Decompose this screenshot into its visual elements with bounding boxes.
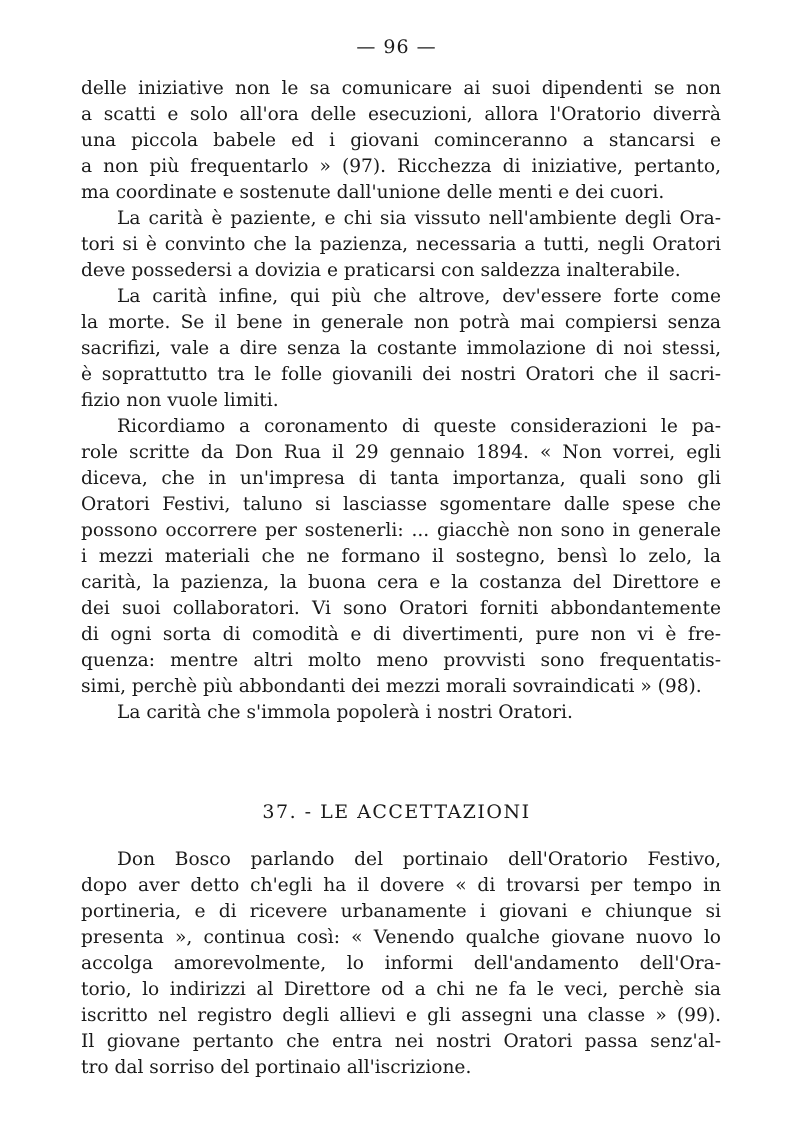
text-line: simi, perchè più abbondanti dei mezzi morali sovraindicati » (98). bbox=[81, 676, 702, 697]
text-line: deve possedersi a dovizia e praticarsi con saldezza inalterabile. bbox=[81, 260, 681, 281]
page-number: — 96 — bbox=[356, 36, 437, 58]
paragraph bbox=[81, 414, 721, 700]
text-line: Don Bosco parlando del portinaio dell'Oratorio Festivo, bbox=[117, 849, 721, 870]
text-line: dopo aver detto ch'egli ha il dovere « di trovarsi per tempo in bbox=[81, 875, 721, 896]
text-line: carità, la pazienza, la buona cera e la costanza del Direttore e bbox=[81, 572, 721, 593]
text-line: La carità è paziente, e chi sia vissuto nell'ambiente degli Ora- bbox=[117, 208, 721, 229]
text-line: tro dal sorriso del portinaio all'iscrizione. bbox=[81, 1057, 472, 1078]
text-line: dei suoi collaboratori. Vi sono Oratori forniti abbondantemente bbox=[81, 598, 721, 619]
text-line: una piccola babele ed i giovani cominceranno a stancarsi e bbox=[81, 130, 721, 151]
text-line: Ricordiamo a coronamento di queste considerazioni le pa- bbox=[117, 416, 721, 437]
body-text-bottom bbox=[81, 847, 721, 1081]
text-line: portineria, e di ricevere urbanamente i giovani e chiunque si bbox=[81, 901, 721, 922]
text-line: iscritto nel registro degli allievi e gli assegni una classe » (99). bbox=[81, 1005, 721, 1026]
section-heading: 37. - LE ACCETTAZIONI bbox=[262, 801, 531, 823]
text-line: a non più frequentarlo » (97). Ricchezza di iniziative, pertanto, bbox=[81, 156, 721, 177]
text-line: è soprattutto tra le folle giovanili dei nostri Oratori che il sacri- bbox=[81, 364, 721, 385]
text-line: tori si è convinto che la pazienza, necessaria a tutti, negli Oratori bbox=[81, 234, 721, 255]
text-line: role scritte da Don Rua il 29 gennaio 1894. « Non vorrei, egli bbox=[81, 442, 721, 463]
text-line: Il giovane pertanto che entra nei nostri Oratori passa senz'al- bbox=[81, 1031, 721, 1052]
text-line: di ogni sorta di comodità e di divertimenti, pure non vi è fre- bbox=[81, 624, 721, 645]
text-line: possono occorrere per sostenerli: ... giacchè non sono in generale bbox=[81, 520, 721, 541]
paragraph bbox=[81, 76, 721, 206]
text-line: a scatti e solo all'ora delle esecuzioni, allora l'Oratorio diverrà bbox=[81, 104, 721, 125]
text-line: quenza: mentre altri molto meno provvisti sono frequentatis- bbox=[81, 650, 721, 671]
paragraph bbox=[81, 847, 721, 1081]
text-line: i mezzi materiali che ne formano il sostegno, bensì lo zelo, la bbox=[81, 546, 721, 567]
text-line: fizio non vuole limiti. bbox=[81, 390, 279, 411]
paragraph bbox=[81, 700, 721, 726]
text-line: diceva, che in un'impresa di tanta importanza, quali sono gli bbox=[81, 468, 721, 489]
text-line: la morte. Se il bene in generale non potrà mai compiersi senza bbox=[81, 312, 721, 333]
text-line: Oratori Festivi, taluno si lasciasse sgomentare dalle spese che bbox=[81, 494, 721, 515]
body-text-top bbox=[81, 76, 721, 726]
text-line: presenta », continua così: « Venendo qualche giovane nuovo lo bbox=[81, 927, 721, 948]
text-line: delle iniziative non le sa comunicare ai suoi dipendenti se non bbox=[81, 78, 721, 99]
text-line: accolga amorevolmente, lo informi dell'andamento dell'Ora- bbox=[81, 953, 721, 974]
paragraph bbox=[81, 206, 721, 284]
paragraph bbox=[81, 284, 721, 414]
text-line: ma coordinate e sostenute dall'unione delle menti e dei cuori. bbox=[81, 182, 665, 203]
text-line: La carità infine, qui più che altrove, dev'essere forte come bbox=[117, 286, 721, 307]
text-line: La carità che s'immola popolerà i nostri Oratori. bbox=[117, 702, 573, 723]
text-line: sacrifizi, vale a dire senza la costante immolazione di noi stessi, bbox=[81, 338, 721, 359]
text-line: torio, lo indirizzi al Direttore od a chi ne fa le veci, perchè sia bbox=[81, 979, 721, 1000]
